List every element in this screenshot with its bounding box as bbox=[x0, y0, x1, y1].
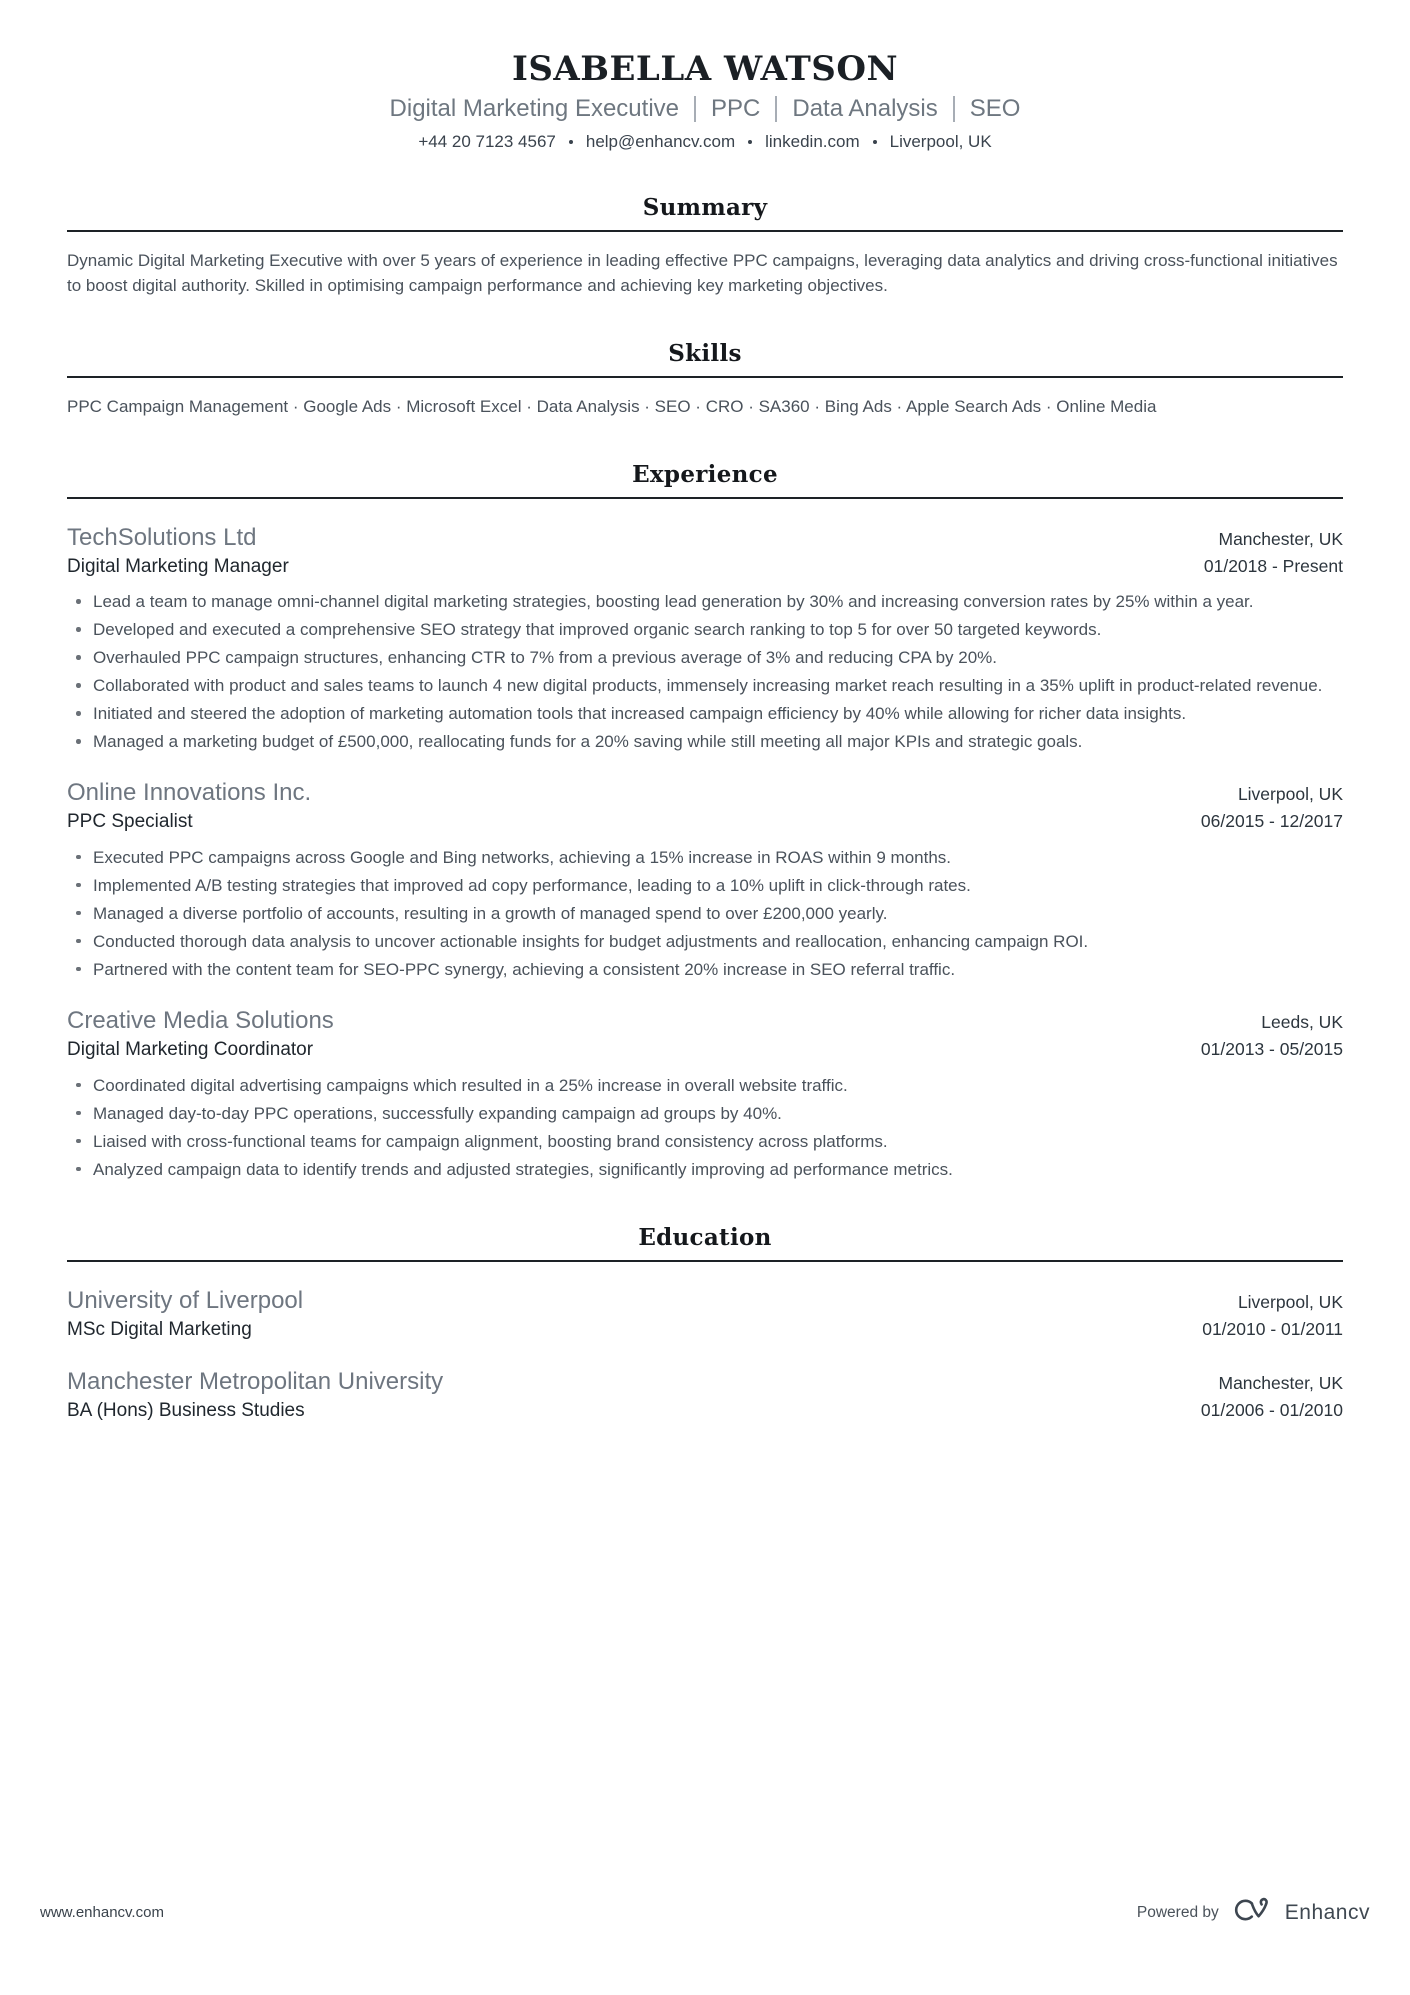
job-bullets bbox=[67, 1073, 1343, 1182]
headline-divider bbox=[953, 96, 955, 122]
bullet-text: Overhauled PPC campaign structures, enhancing CTR to 7% from a previous average of 3% and reducing CPA by 20%. bbox=[93, 648, 997, 668]
headline-segment: PPC bbox=[711, 95, 761, 123]
education-dates: 01/2006 - 01/2010 bbox=[1200, 1400, 1343, 1421]
location-text: Liverpool, UK bbox=[889, 131, 992, 151]
headline-divider bbox=[775, 96, 777, 122]
contact-line bbox=[67, 132, 1343, 152]
bullet-text: Initiated and steered the adoption of marketing automation tools that increased campaign efficiency by 40% while allowing for richer data insights. bbox=[93, 704, 1187, 724]
school-location: Manchester, UK bbox=[1218, 1373, 1343, 1394]
bullet-text: Developed and executed a comprehensive SEO strategy that improved organic search ranking to top 5 for over 50 targeted keywords. bbox=[93, 620, 1102, 640]
bullet-dot bbox=[76, 599, 81, 604]
bullet-text: Partnered with the content team for SEO-PPC synergy, achieving a consistent 20% increase in SEO referral traffic. bbox=[93, 959, 956, 979]
enhancv-wordmark: Enhancv bbox=[1284, 1900, 1370, 1924]
bullet-item bbox=[67, 645, 1343, 670]
section-divider bbox=[67, 1260, 1343, 1262]
bullet-dot bbox=[76, 855, 81, 860]
experience-entry bbox=[67, 778, 1343, 982]
education-entry bbox=[67, 1286, 1343, 1344]
person-name: ISABELLA WATSON bbox=[511, 49, 899, 89]
bullet-item bbox=[67, 1129, 1343, 1154]
section-title: Skills bbox=[668, 339, 742, 367]
bullet-dot bbox=[76, 1111, 81, 1116]
bullet-item bbox=[67, 1101, 1343, 1126]
section-divider bbox=[67, 376, 1343, 378]
company-name: Online Innovations Inc. bbox=[67, 779, 312, 807]
bullet-dot bbox=[76, 967, 81, 972]
job-title: Digital Marketing Coordinator bbox=[67, 1038, 314, 1060]
bullet-dot bbox=[76, 655, 81, 660]
school-name: Manchester Metropolitan University bbox=[67, 1368, 444, 1396]
section-education bbox=[67, 1224, 1343, 1425]
bullet-text: Analyzed campaign data to identify trends and adjusted strategies, significantly improving ad performance metrics. bbox=[93, 1159, 953, 1179]
bullet-item bbox=[67, 617, 1343, 642]
degree-name: MSc Digital Marketing bbox=[67, 1318, 252, 1340]
job-dates: 01/2013 - 05/2015 bbox=[1200, 1038, 1343, 1059]
education-dates: 01/2010 - 01/2011 bbox=[1202, 1318, 1343, 1339]
bullet-item bbox=[67, 1157, 1343, 1182]
section-title: Education bbox=[638, 1223, 772, 1251]
bullet-dot bbox=[76, 711, 81, 716]
bullet-text: Conducted thorough data analysis to uncover actionable insights for budget adjustments and reallocation, enhancing campaign ROI. bbox=[93, 931, 1089, 951]
enhancv-brand-link[interactable] bbox=[1231, 1896, 1370, 1929]
job-location: Manchester, UK bbox=[1218, 528, 1343, 549]
bullet-dot bbox=[76, 911, 81, 916]
bullet-dot bbox=[76, 1139, 81, 1144]
bullet-item bbox=[67, 729, 1343, 754]
section-divider bbox=[67, 497, 1343, 499]
section-summary bbox=[67, 194, 1343, 298]
skills-list: PPC Campaign Management · Google Ads · Microsoft Excel · Data Analysis · SEO · CRO · SA360 · Bing Ads · Apple Search Ads · Online Media bbox=[67, 396, 1157, 416]
bullet-item bbox=[67, 957, 1343, 982]
phone-number: +44 20 7123 4567 bbox=[418, 131, 556, 151]
bullet-text: Executed PPC campaigns across Google and Bing networks, achieving a 15% increase in ROAS within 9 months. bbox=[93, 847, 952, 867]
contact-separator-dot bbox=[569, 140, 573, 144]
company-name: TechSolutions Ltd bbox=[67, 523, 257, 551]
footer-website-link[interactable]: www.enhancv.com bbox=[40, 1904, 164, 1921]
bullet-dot bbox=[76, 739, 81, 744]
bullet-dot bbox=[76, 1083, 81, 1088]
headline-segment: SEO bbox=[969, 95, 1021, 123]
job-location: Leeds, UK bbox=[1261, 1011, 1343, 1032]
linkedin-link: linkedin.com bbox=[765, 131, 860, 151]
section-divider bbox=[67, 230, 1343, 232]
bullet-dot bbox=[76, 683, 81, 688]
bullet-text: Coordinated digital advertising campaigns which resulted in a 25% increase in overall website traffic. bbox=[93, 1075, 848, 1095]
powered-by-label: Powered by bbox=[1136, 1903, 1219, 1921]
experience-entry bbox=[67, 523, 1343, 755]
bullet-dot bbox=[76, 939, 81, 944]
job-bullets bbox=[67, 589, 1343, 754]
headline-segment: Data Analysis bbox=[792, 95, 938, 123]
bullet-item bbox=[67, 673, 1343, 698]
education-entry bbox=[67, 1367, 1343, 1425]
section-title: Experience bbox=[632, 460, 778, 488]
enhancv-logo-icon bbox=[1231, 1896, 1277, 1929]
summary-text: Dynamic Digital Marketing Executive with over 5 years of experience in leading effective PPC campaigns, leveraging data analytics and driving cross-functional initiatives to boost digital authority. Skilled in optimising campaign performance and achieving key marketing objectives. bbox=[67, 250, 1338, 295]
bullet-text: Lead a team to manage omni-channel digital marketing strategies, boosting lead generation by 30% and increasing conversion rates by 25% within a year. bbox=[93, 592, 1254, 612]
header bbox=[67, 50, 1343, 152]
bullet-text: Liaised with cross-functional teams for campaign alignment, boosting brand consistency across platforms. bbox=[93, 1131, 888, 1151]
company-name: Creative Media Solutions bbox=[67, 1006, 334, 1034]
footer bbox=[40, 1896, 1370, 1929]
job-dates: 01/2018 - Present bbox=[1203, 555, 1343, 576]
job-dates: 06/2015 - 12/2017 bbox=[1200, 811, 1343, 832]
bullet-item bbox=[67, 845, 1343, 870]
section-experience bbox=[67, 461, 1343, 1182]
bullet-text: Managed a marketing budget of £500,000, reallocating funds for a 20% saving while still meeting all major KPIs and strategic goals. bbox=[93, 732, 1083, 752]
experience-entry bbox=[67, 1006, 1343, 1182]
job-title: PPC Specialist bbox=[67, 811, 193, 833]
bullet-item bbox=[67, 589, 1343, 614]
bullet-dot bbox=[76, 627, 81, 632]
headline-divider bbox=[694, 96, 696, 122]
bullet-item bbox=[67, 929, 1343, 954]
bullet-item bbox=[67, 901, 1343, 926]
contact-separator-dot bbox=[748, 140, 752, 144]
school-name: University of Liverpool bbox=[67, 1286, 304, 1314]
bullet-text: Managed day-to-day PPC operations, successfully expanding campaign ad groups by 40%. bbox=[93, 1103, 782, 1123]
bullet-item bbox=[67, 873, 1343, 898]
bullet-dot bbox=[76, 883, 81, 888]
contact-separator-dot bbox=[873, 140, 877, 144]
email-address: help@enhancv.com bbox=[585, 131, 736, 151]
section-title: Summary bbox=[642, 193, 768, 221]
bullet-item bbox=[67, 701, 1343, 726]
bullet-text: Managed a diverse portfolio of accounts, resulting in a growth of managed spend to over £200,000 yearly. bbox=[93, 903, 888, 923]
bullet-item bbox=[67, 1073, 1343, 1098]
school-location: Liverpool, UK bbox=[1237, 1291, 1343, 1312]
degree-name: BA (Hons) Business Studies bbox=[67, 1400, 305, 1422]
headline bbox=[67, 95, 1343, 124]
headline-segment: Digital Marketing Executive bbox=[389, 95, 679, 123]
job-location: Liverpool, UK bbox=[1237, 784, 1343, 805]
job-bullets bbox=[67, 845, 1343, 982]
section-skills bbox=[67, 340, 1343, 419]
bullet-text: Implemented A/B testing strategies that improved ad copy performance, leading to a 10% uplift in click-through rates. bbox=[93, 875, 971, 895]
bullet-text: Collaborated with product and sales teams to launch 4 new digital products, immensely increasing market reach resulting in a 35% uplift in product-related revenue. bbox=[93, 676, 1323, 696]
job-title: Digital Marketing Manager bbox=[67, 555, 289, 577]
powered-by bbox=[1137, 1896, 1370, 1929]
bullet-dot bbox=[76, 1167, 81, 1172]
